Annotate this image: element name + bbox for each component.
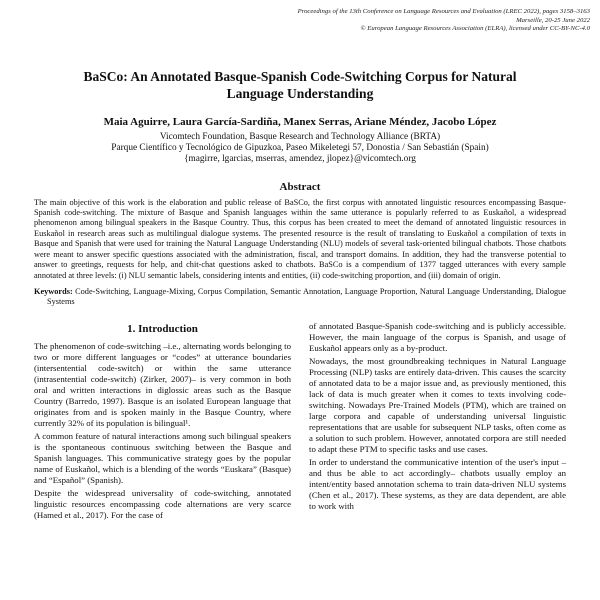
- proceedings-header: [34, 8, 590, 34]
- intro-paragraph: Nowadays, the most groundbreaking techniques in Natural Language Processing (NLP) tasks are entirely data-driven. This causes the scarcity of annotated data to be a major issue and, as previously mentioned, this lack of data is much greater when it comes to texts involving code-switching. Nowadays Pre-Trained Models (PTM), which are trained on large corpora and capable of understanding universal linguistic representations that are usable for subsequent NLP tasks, often come as a solution to such problem. However, annotated corpora are still needed to adapt these PTM to specific tasks and use cases.: [309, 355, 566, 454]
- affiliation-line-2: Parque Científico y Tecnológico de Gipuzkoa, Paseo Mikeletegi 57, Donostia / San Sebastián (Spain): [111, 143, 489, 154]
- left-column: [34, 321, 291, 523]
- intro-paragraph: A common feature of natural interactions among such bilingual speakers is the spontaneous continuous switching between the Basque and Spanish languages. This communicative strategy goes by the popular name of Euskañol, which is a blending of the words “Euskara” (Basque) and “Español” (Spanish).: [34, 430, 291, 485]
- keywords-line: [34, 287, 566, 308]
- abstract-text: The main objective of this work is the elaboration and public release of BaSCo, the first corpus with annotated linguistic resources encompassing Basque-Spanish code-switching. The mixture of Basque and Spanish languages within the same utterance is popularly referred to as Euskañol, a widespread phenomenon among bilingual speakers in the Basque Country. Thus, this corpus has been created to meet the demand of annotated linguistic resources in Euskañol in research areas such as multilingual dialogue systems. The presented resource is the result of translating to Euskañol a compilation of texts in Basque and Spanish that were used for training the Natural Language Understanding (NLU) models of several task-oriented bilingual chatbots. Those chatbots were meant to answer specific questions associated with the administration, fiscal, and transport domains. In addition, they had the transverse potential to answer to greetings, requests for help, and chit-chat questions asked to chatbots. BaSCo is a compendium of 1377 tagged utterances with every sample annotated at three levels: (i) NLU semantic labels, considering intents and entities, (ii) code-switching proportion, and (iii) domain of origin.: [34, 197, 566, 280]
- intro-paragraph: In order to understand the communicative intention of the user's input –and thus be able to act accordingly– chatbots usually employ an intent/entity based annotation schema to train data-driven NLU systems (Chen et al., 2017). These systems, as they are data dependent, are able to work with: [309, 456, 566, 511]
- intro-paragraph: of annotated Basque-Spanish code-switching and is publicly accessible. However, the main language of the corpus is Spanish, and usage of Euskañol appears only as a by-product.: [309, 320, 566, 353]
- keywords-text: Code-Switching, Language-Mixing, Corpus Compilation, Semantic Annotation, Language Proportion, Natural Language Understanding, Dialogue Systems: [47, 286, 566, 307]
- intro-paragraph: Despite the widespread universality of code-switching, annotated linguistic resources encompassing code alternations are very scarce (Hamed et al., 2017). For the case of: [34, 487, 291, 520]
- abstract-heading: Abstract: [279, 180, 321, 193]
- keywords-label: Keywords:: [34, 286, 73, 296]
- affiliation-block: [34, 132, 566, 166]
- intro-paragraph: The phenomenon of code-switching –i.e., alternating words belonging to two or more different languages or “codes” at utterance boundaries (intersentential code-switch) or within the same utterance (intrasentential code-switch) (Zirker, 2007)– is very common in both oral and written interactions in diglossic areas such as the Basque Country (Barredo, 1997). Basque is an isolated European language that originates from and is spoken mainly in the Basque Country, where currently 32% of its population is bilingual¹.: [34, 340, 291, 428]
- proceedings-line-1: Proceedings of the 13th Conference on Language Resources and Evaluation (LREC 2022), pages 3158–3163: [297, 8, 590, 15]
- right-column: [309, 321, 566, 523]
- affiliation-line-1: Vicomtech Foundation, Basque Research and Technology Alliance (BRTA): [159, 131, 441, 142]
- affiliation-email: {magirre, lgarcias, mserras, amendez, jlopez}@vicomtech.org: [184, 154, 416, 165]
- proceedings-line-3: © European Language Resources Association (ELRA), licensed under CC-BY-NC-4.0: [360, 25, 590, 33]
- two-column-body: [34, 321, 566, 523]
- proceedings-line-2: Marseille, 20-25 June 2022: [516, 16, 590, 24]
- paper-title: BaSCo: An Annotated Basque-Spanish Code-Switching Corpus for Natural Language Understanding: [83, 68, 517, 102]
- author-list: Maia Aguirre, Laura García-Sardiña, Manex Serras, Ariane Méndez, Jacobo López: [103, 115, 497, 128]
- section-heading-introduction: 1. Introduction: [127, 322, 198, 335]
